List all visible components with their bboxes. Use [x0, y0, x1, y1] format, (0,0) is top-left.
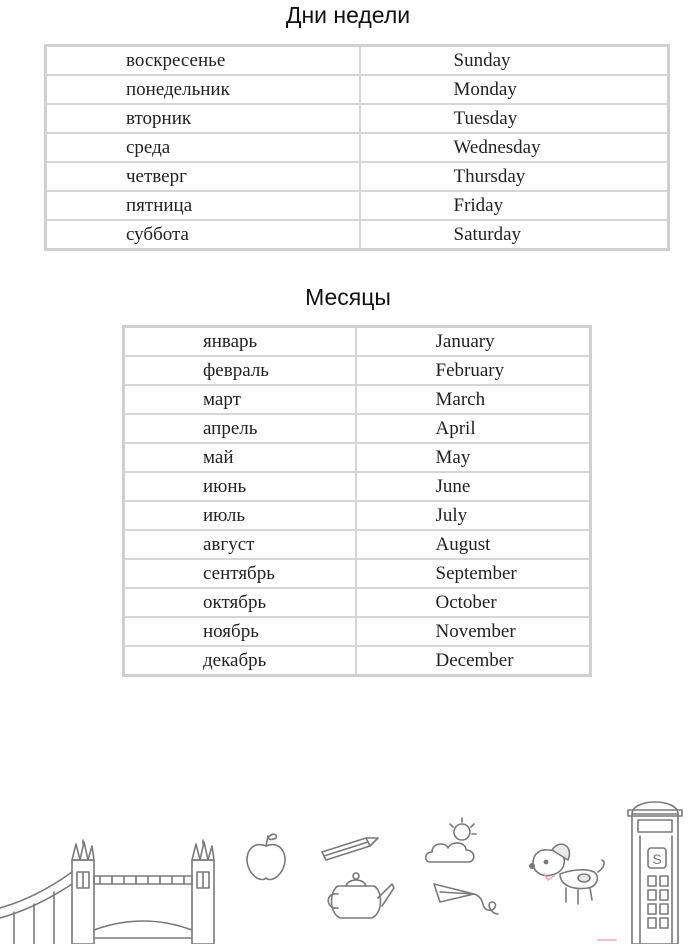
english-word: Saturday — [360, 220, 669, 250]
table-row — [124, 356, 591, 385]
russian-word: октябрь — [124, 588, 356, 617]
english-word: January — [356, 327, 591, 357]
russian-word: четверг — [46, 162, 360, 191]
doodle-illustrations — [0, 780, 696, 944]
russian-word: июль — [124, 501, 356, 530]
puppy-icon — [530, 844, 604, 904]
table-row — [124, 472, 591, 501]
english-word: October — [356, 588, 591, 617]
english-word: May — [356, 443, 591, 472]
table-row — [46, 162, 669, 191]
english-word: February — [356, 356, 591, 385]
russian-word: январь — [124, 327, 356, 357]
english-word: December — [356, 646, 591, 676]
days-table — [44, 44, 670, 251]
table-row — [124, 501, 591, 530]
apple-icon — [247, 834, 285, 879]
russian-word: среда — [46, 133, 360, 162]
table-row — [46, 46, 669, 76]
table-row — [124, 414, 591, 443]
english-word: Friday — [360, 191, 669, 220]
russian-word: июнь — [124, 472, 356, 501]
english-word: April — [356, 414, 591, 443]
russian-word: сентябрь — [124, 559, 356, 588]
paper-plane-icon — [434, 884, 498, 914]
russian-word: декабрь — [124, 646, 356, 676]
english-word: September — [356, 559, 591, 588]
months-table — [122, 325, 592, 677]
english-word: June — [356, 472, 591, 501]
months-heading: Месяцы — [305, 284, 391, 310]
russian-word: апрель — [124, 414, 356, 443]
russian-word: воскресенье — [46, 46, 360, 76]
russian-word: ноябрь — [124, 617, 356, 646]
table-row — [124, 588, 591, 617]
russian-word: понедельник — [46, 75, 360, 104]
table-row — [124, 327, 591, 357]
table-row — [124, 385, 591, 414]
russian-word: март — [124, 385, 356, 414]
phone-box-letter: S — [652, 851, 662, 867]
table-row — [46, 75, 669, 104]
russian-word: февраль — [124, 356, 356, 385]
tower-bridge-icon — [0, 840, 214, 944]
table-row — [46, 220, 669, 250]
table-row — [46, 104, 669, 133]
russian-word: май — [124, 443, 356, 472]
table-row — [46, 133, 669, 162]
english-word: Thursday — [360, 162, 669, 191]
table-row — [124, 443, 591, 472]
english-word: March — [356, 385, 591, 414]
english-word: August — [356, 530, 591, 559]
english-word: Wednesday — [360, 133, 669, 162]
days-heading: Дни недели — [285, 2, 411, 28]
table-row — [124, 617, 591, 646]
english-word: Sunday — [360, 46, 669, 76]
english-word: Tuesday — [360, 104, 669, 133]
phone-box-icon — [628, 802, 682, 944]
table-row — [46, 191, 669, 220]
russian-word: пятница — [46, 191, 360, 220]
russian-word: вторник — [46, 104, 360, 133]
table-row — [124, 559, 591, 588]
russian-word: суббота — [46, 220, 360, 250]
sun-cloud-icon — [426, 818, 476, 862]
table-row — [124, 530, 591, 559]
russian-word: август — [124, 530, 356, 559]
english-word: July — [356, 501, 591, 530]
pencil-icon — [322, 838, 378, 860]
english-word: Monday — [360, 75, 669, 104]
teapot-icon — [328, 873, 394, 918]
table-row — [124, 646, 591, 676]
english-word: November — [356, 617, 591, 646]
